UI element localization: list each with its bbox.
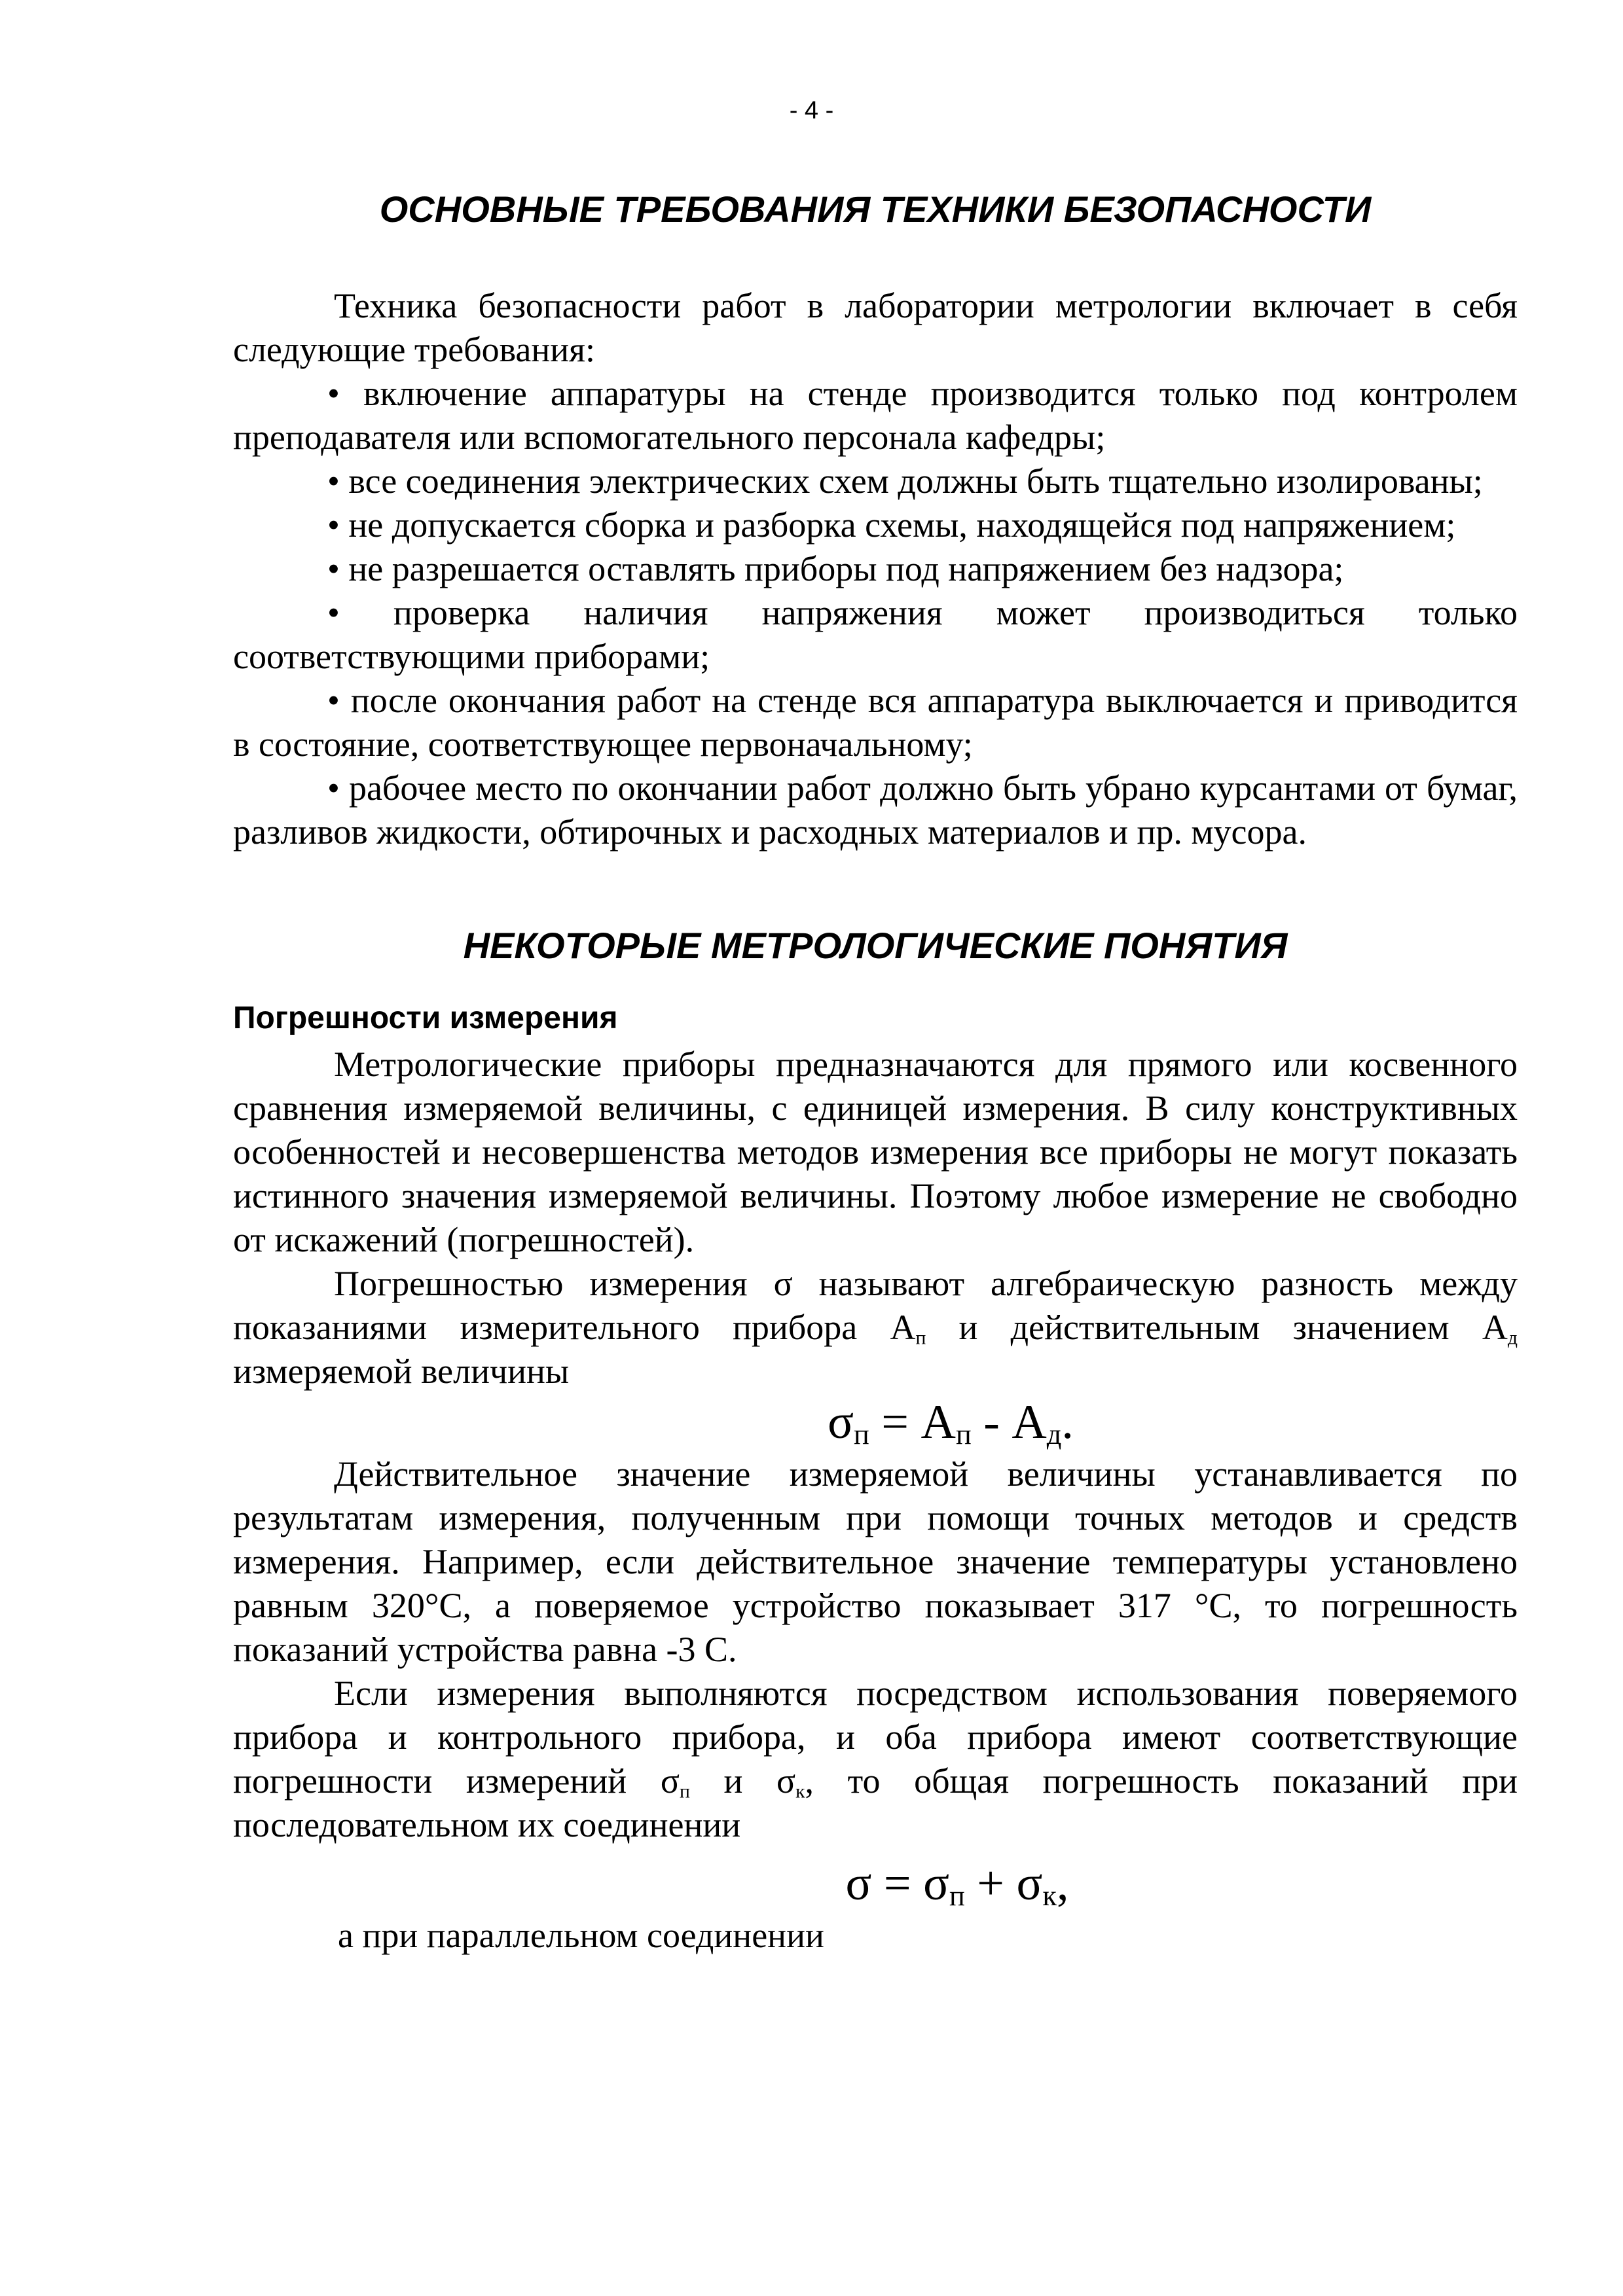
safety-bullet-2: • все соединения электрических схем должны быть тщательно изолированы; bbox=[327, 461, 1483, 501]
section-title-safety: ОСНОВНЫЕ ТРЕБОВАНИЯ ТЕХНИКИ БЕЗОПАСНОСТИ bbox=[379, 188, 1372, 230]
formula-error: $\sigma_п = А_п - А_д$. bbox=[828, 1395, 1074, 1450]
safety-bullet-4: • не разрешается оставлять приборы под напряжением без надзора; bbox=[327, 549, 1344, 588]
safety-bullet-6: • после окончания работ на стенде вся аппаратура выключается и приводится в состояние, соответствующее первоначальному; bbox=[233, 681, 1518, 764]
page-number: - 4 - bbox=[789, 97, 834, 124]
safety-bullet-3: • не допускается сборка и разборка схемы, находящейся под напряжением; bbox=[327, 505, 1456, 545]
paragraph-error-definition: Погрешностью измерения σ называют алгебраическую разность между показаниями измерительного прибора $А_п$ и действительным значением $А_д$ измеряемой величины bbox=[233, 1264, 1518, 1391]
subsection-title-errors: Погрешности измерения bbox=[233, 1001, 618, 1035]
paragraph-actual-value: Действительное значение измеряемой величины устанавливается по результатам измерения, полученным при помощи точных методов и средств измерения. Например, если действительное значение температуры установлено равным 320°С, а поверяемое устройство показывает 317 °С, то погрешность показаний устройства равна -3 С. bbox=[233, 1454, 1518, 1669]
safety-bullet-5: • проверка наличия напряжения может производиться только соответствующими приборами; bbox=[233, 593, 1518, 676]
paragraph-combined-error: Если измерения выполняются посредством использования поверяемого прибора и контрольного прибора, и оба прибора имеют соответствующие погрешности измерений $\sigma_п$ и $\sigma_к$, то общая погрешность показаний при последовательном их соединении bbox=[233, 1674, 1518, 1844]
paragraph-instruments: Метрологические приборы предназначаются для прямого или косвенного сравнения измеряемой величины, с единицей измерения. В силу конструктивных особенностей и несовершенства методов измерения все приборы не могут показать истинного значения измеряемой величины. Поэтому любое измерение не свободно от искажений (погрешностей). bbox=[233, 1045, 1518, 1259]
formula-series-error: $\sigma = \sigma_п + \sigma_к$, bbox=[845, 1857, 1069, 1912]
safety-bullet-7: • рабочее место по окончании работ должно быть убрано курсантами от бумаг, разливов жидкости, обтирочных и расходных материалов и пр. мусора. bbox=[233, 768, 1518, 852]
safety-intro: Техника безопасности работ в лаборатории метрологии включает в себя следующие требования: bbox=[233, 286, 1518, 369]
section-title-metrology: НЕКОТОРЫЕ МЕТРОЛОГИЧЕСКИЕ ПОНЯТИЯ bbox=[463, 925, 1288, 966]
safety-bullet-1: • включение аппаратуры на стенде производится только под контролем преподавателя или вспомогательного персонала кафедры; bbox=[233, 374, 1518, 457]
paragraph-parallel: а при параллельном соединении bbox=[338, 1916, 824, 1955]
page-body bbox=[233, 178, 1518, 1958]
